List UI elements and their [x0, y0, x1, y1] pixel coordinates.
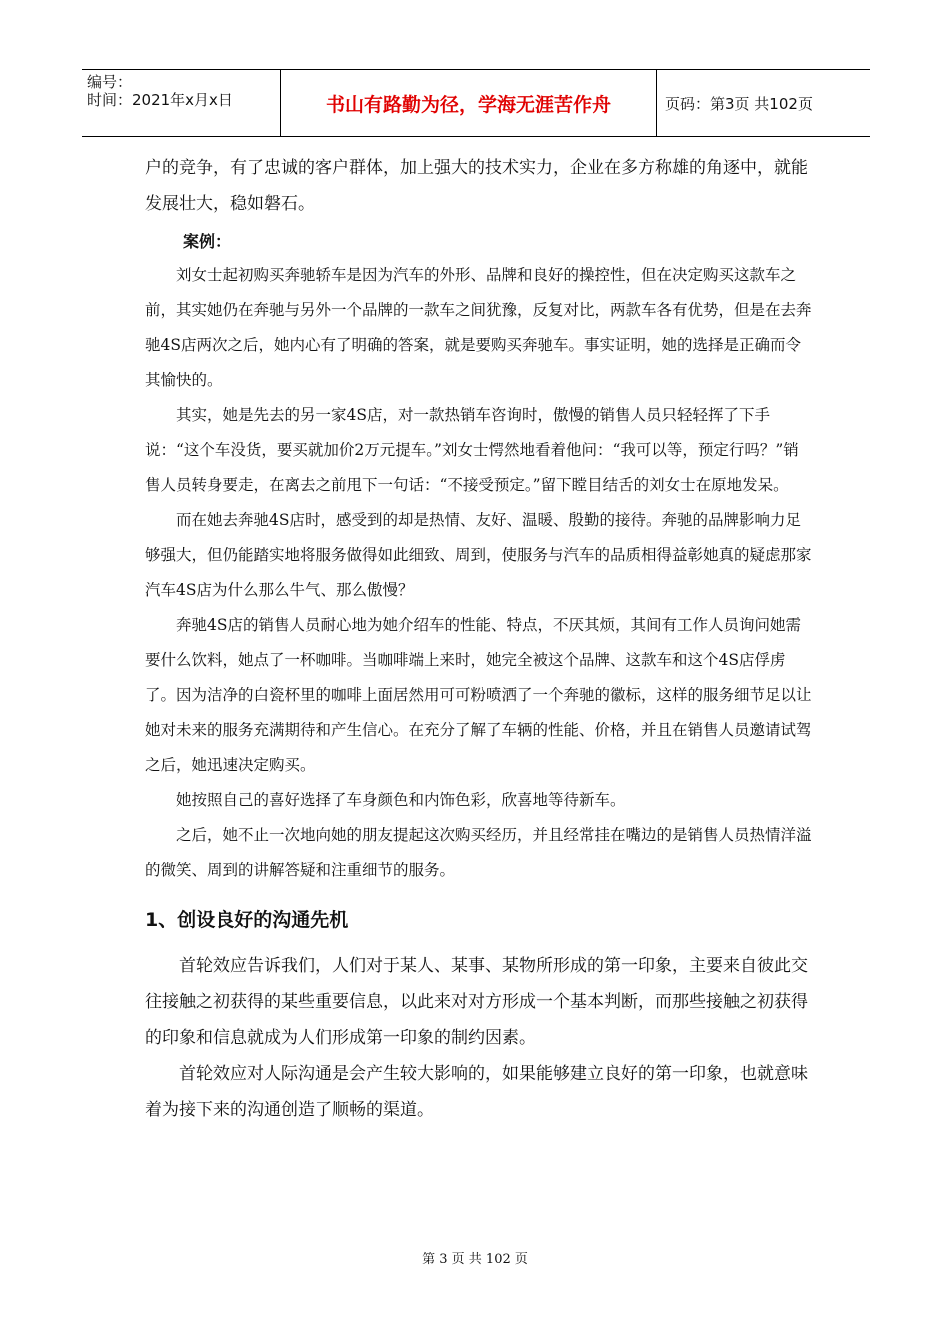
page-footer: 第 3 页 共 102 页 — [422, 1252, 528, 1267]
case-label: 案例： — [183, 232, 232, 251]
case-paragraph: 而在她去奔驰4S店时，感受到的却是热情、友好、温暖、殷勤的接待。奔驰的品牌影响力足够强大，但仍能踏实地将服务做得如此细致、周到，使服务与汽车的品质相得益彰她真的疑虑那家汽车4S店为什么那么牛气、那么傲慢？ — [145, 511, 812, 599]
section-paragraph: 首轮效应告诉我们，人们对于某人、某事、某物所形成的第一印象，主要来自彼此交往接触之初获得的某些重要信息，以此来对对方形成一个基本判断，而那些接触之初获得的印象和信息就成为人们形成第一印象的制约因素。 — [145, 956, 808, 1048]
document-header — [82, 69, 870, 137]
date-label: 时间：2021年x月x日 — [87, 91, 233, 109]
header-page-info: 页码：第3页 共102页 — [665, 94, 813, 113]
case-paragraph: 其实，她是先去的另一家4S店，对一款热销车咨询时，傲慢的销售人员只轻轻挥了下手说：“这个车没货，要买就加价2万元提车。”刘女士愕然地看着他问：“我可以等，预定行吗？”销售人员转身要走，在离去之前甩下一句话：“不接受预定。”留下瞠目结舌的刘女士在原地发呆。 — [145, 406, 799, 494]
document-body — [145, 150, 813, 1128]
number-label: 编号： — [87, 73, 133, 91]
case-paragraph: 之后，她不止一次地向她的朋友提起这次购买经历，并且经常挂在嘴边的是销售人员热情洋溢的微笑、周到的讲解答疑和注重细节的服务。 — [145, 826, 812, 879]
intro-paragraph: 户的竞争，有了忠诚的客户群体，加上强大的技术实力，企业在多方称雄的角逐中，就能发展壮大，稳如磐石。 — [145, 158, 808, 214]
header-motto: 书山有路勤为径，学海无涯苦作舟 — [281, 70, 657, 136]
section-paragraph: 首轮效应对人际沟通是会产生较大影响的，如果能够建立良好的第一印象，也就意味着为接下来的沟通创造了顺畅的渠道。 — [145, 1064, 808, 1120]
case-paragraph: 她按照自己的喜好选择了车身颜色和内饰色彩，欣喜地等待新车。 — [176, 791, 626, 809]
header-meta-cell — [82, 70, 281, 136]
section-title: 1、创设良好的沟通先机 — [145, 909, 349, 931]
case-paragraph: 刘女士起初购买奔驰轿车是因为汽车的外形、品牌和良好的操控性，但在决定购买这款车之前，其实她仍在奔驰与另外一个品牌的一款车之间犹豫，反复对比，两款车各有优势，但是在去奔驰4S店两次之后，她内心有了明确的答案，就是要购买奔驰车。事实证明，她的选择是正确而令其愉快的。 — [145, 266, 812, 389]
case-paragraph: 奔驰4S店的销售人员耐心地为她介绍车的性能、特点，不厌其烦，其间有工作人员询问她需要什么饮料，她点了一杯咖啡。当咖啡端上来时，她完全被这个品牌、这款车和这个4S店俘虏了。因为洁净的白瓷杯里的咖啡上面居然用可可粉喷洒了一个奔驰的徽标，这样的服务细节足以让她对未来的服务充满期待和产生信心。在充分了解了车辆的性能、价格，并且在销售人员邀请试驾之后，她迅速决定购买。 — [145, 616, 812, 774]
